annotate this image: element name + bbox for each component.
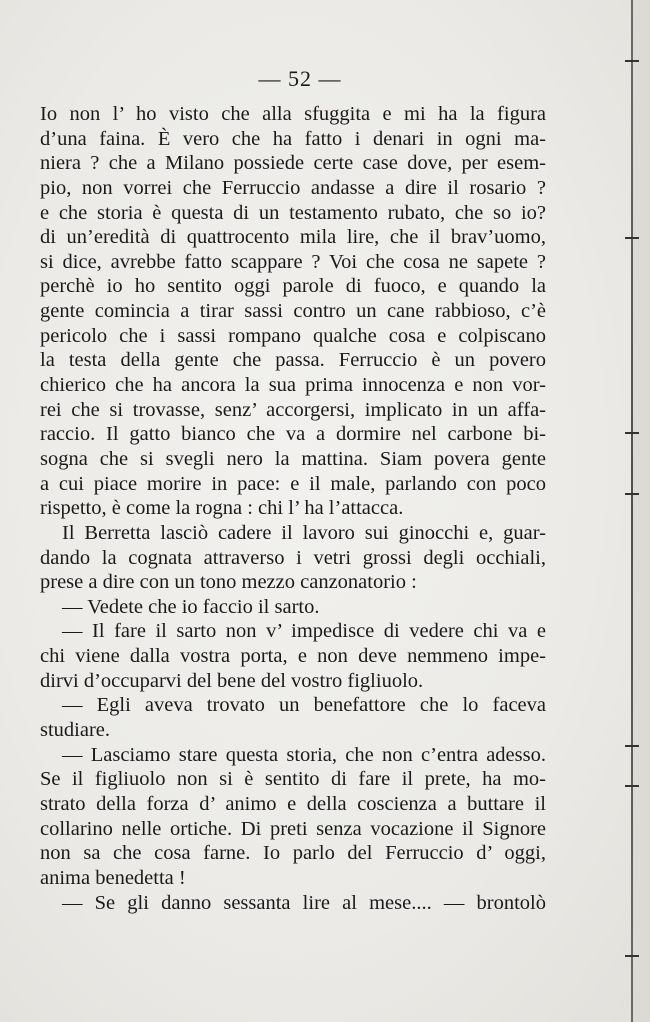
text-line: perchè io ho sentito oggi parole di fuoco, e quando la (40, 275, 546, 298)
text-line: chi viene dalla vostra porta, e non deve nemmeno impe- (40, 645, 546, 668)
edge-mark (625, 493, 639, 495)
text-line: Io non l’ ho visto che alla sfuggita e mi ha la figura (40, 103, 546, 125)
text-line: gente comincia a tirar sassi contro un cane rabbioso, c’è (40, 300, 546, 323)
text-line: prese a dire con un tono mezzo canzonatorio : (40, 571, 417, 594)
text-line: strato della forza d’ animo e della coscienza a buttare il (40, 792, 546, 815)
edge-mark (625, 785, 639, 787)
text-line: — Egli aveva trovato un benefattore che lo faceva (62, 694, 546, 717)
text-line: dirvi d’occuparvi del bene del vostro figliuolo. (40, 669, 424, 692)
text-line: d’una faina. È vero che ha fatto i denari in ogni ma- (40, 127, 546, 150)
text-line: anima benedetta ! (40, 866, 186, 889)
text-line: si dice, avrebbe fatto scappare ? Voi che cosa ne sapete ? (40, 250, 546, 273)
text-line: — Lasciamo stare questa storia, che non c’entra adesso. (62, 743, 546, 766)
text-line: sogna che si svegli nero la mattina. Siam povera gente (40, 447, 546, 470)
page-edge-shadow (633, 0, 650, 1022)
text-line: rei che si trovasse, senz’ accorgersi, implicato in un affa- (40, 398, 546, 421)
text-line: non sa che cosa farne. Io parlo del Ferruccio d’ oggi, (40, 842, 546, 865)
text-line: raccio. Il gatto bianco che va a dormire nel carbone bi- (40, 423, 546, 446)
edge-mark (625, 60, 639, 62)
text-line: — Vedete che io faccio il sarto. (62, 595, 320, 618)
text-line: collarino nelle ortiche. Di preti senza vocazione il Signore (40, 817, 546, 840)
text-line: studiare. (40, 719, 111, 742)
text-line: chierico che ha ancora la sua prima innocenza e non vor- (40, 374, 546, 397)
text-line: e che storia è questa di un testamento rubato, che so io? (40, 201, 546, 224)
text-line: di un’eredità di quattrocento mila lire, che il brav’uomo, (40, 226, 546, 249)
text-line: la testa della gente che passa. Ferruccio è un povero (40, 349, 546, 372)
text-line: — Il fare il sarto non v’ impedisce di vedere chi va e (62, 620, 546, 643)
text-line: — Se gli danno sessanta lire al mese.... — brontolò (62, 891, 546, 914)
text-line: Il Berretta lasciò cadere il lavoro sui ginocchi e, guar- (62, 521, 546, 544)
body-text (40, 102, 546, 915)
text-line: rispetto, è come la rogna : chi l’ ha l’attacca. (40, 497, 404, 520)
edge-mark (625, 432, 639, 434)
text-line: niera ? che a Milano possiede certe case dove, per esem- (40, 152, 546, 175)
page-number: — 52 — (258, 66, 342, 91)
text-line: pio, non vorrei che Ferruccio andasse a dire il rosario ? (40, 176, 546, 199)
edge-mark (625, 237, 639, 239)
edge-mark (625, 955, 639, 957)
text-line: a cui piace morire in pace: e il male, parlando con poco (40, 472, 546, 495)
text-line: Se il figliuolo non si è sentito di fare il prete, ha mo- (40, 768, 546, 791)
text-line: pericolo che i sassi rompano qualche cosa e colpiscano (40, 324, 546, 347)
edge-mark (625, 745, 639, 747)
text-line: dando la cognata attraverso i vetri grossi degli occhiali, (40, 546, 546, 569)
page-edge-line (631, 0, 633, 1022)
